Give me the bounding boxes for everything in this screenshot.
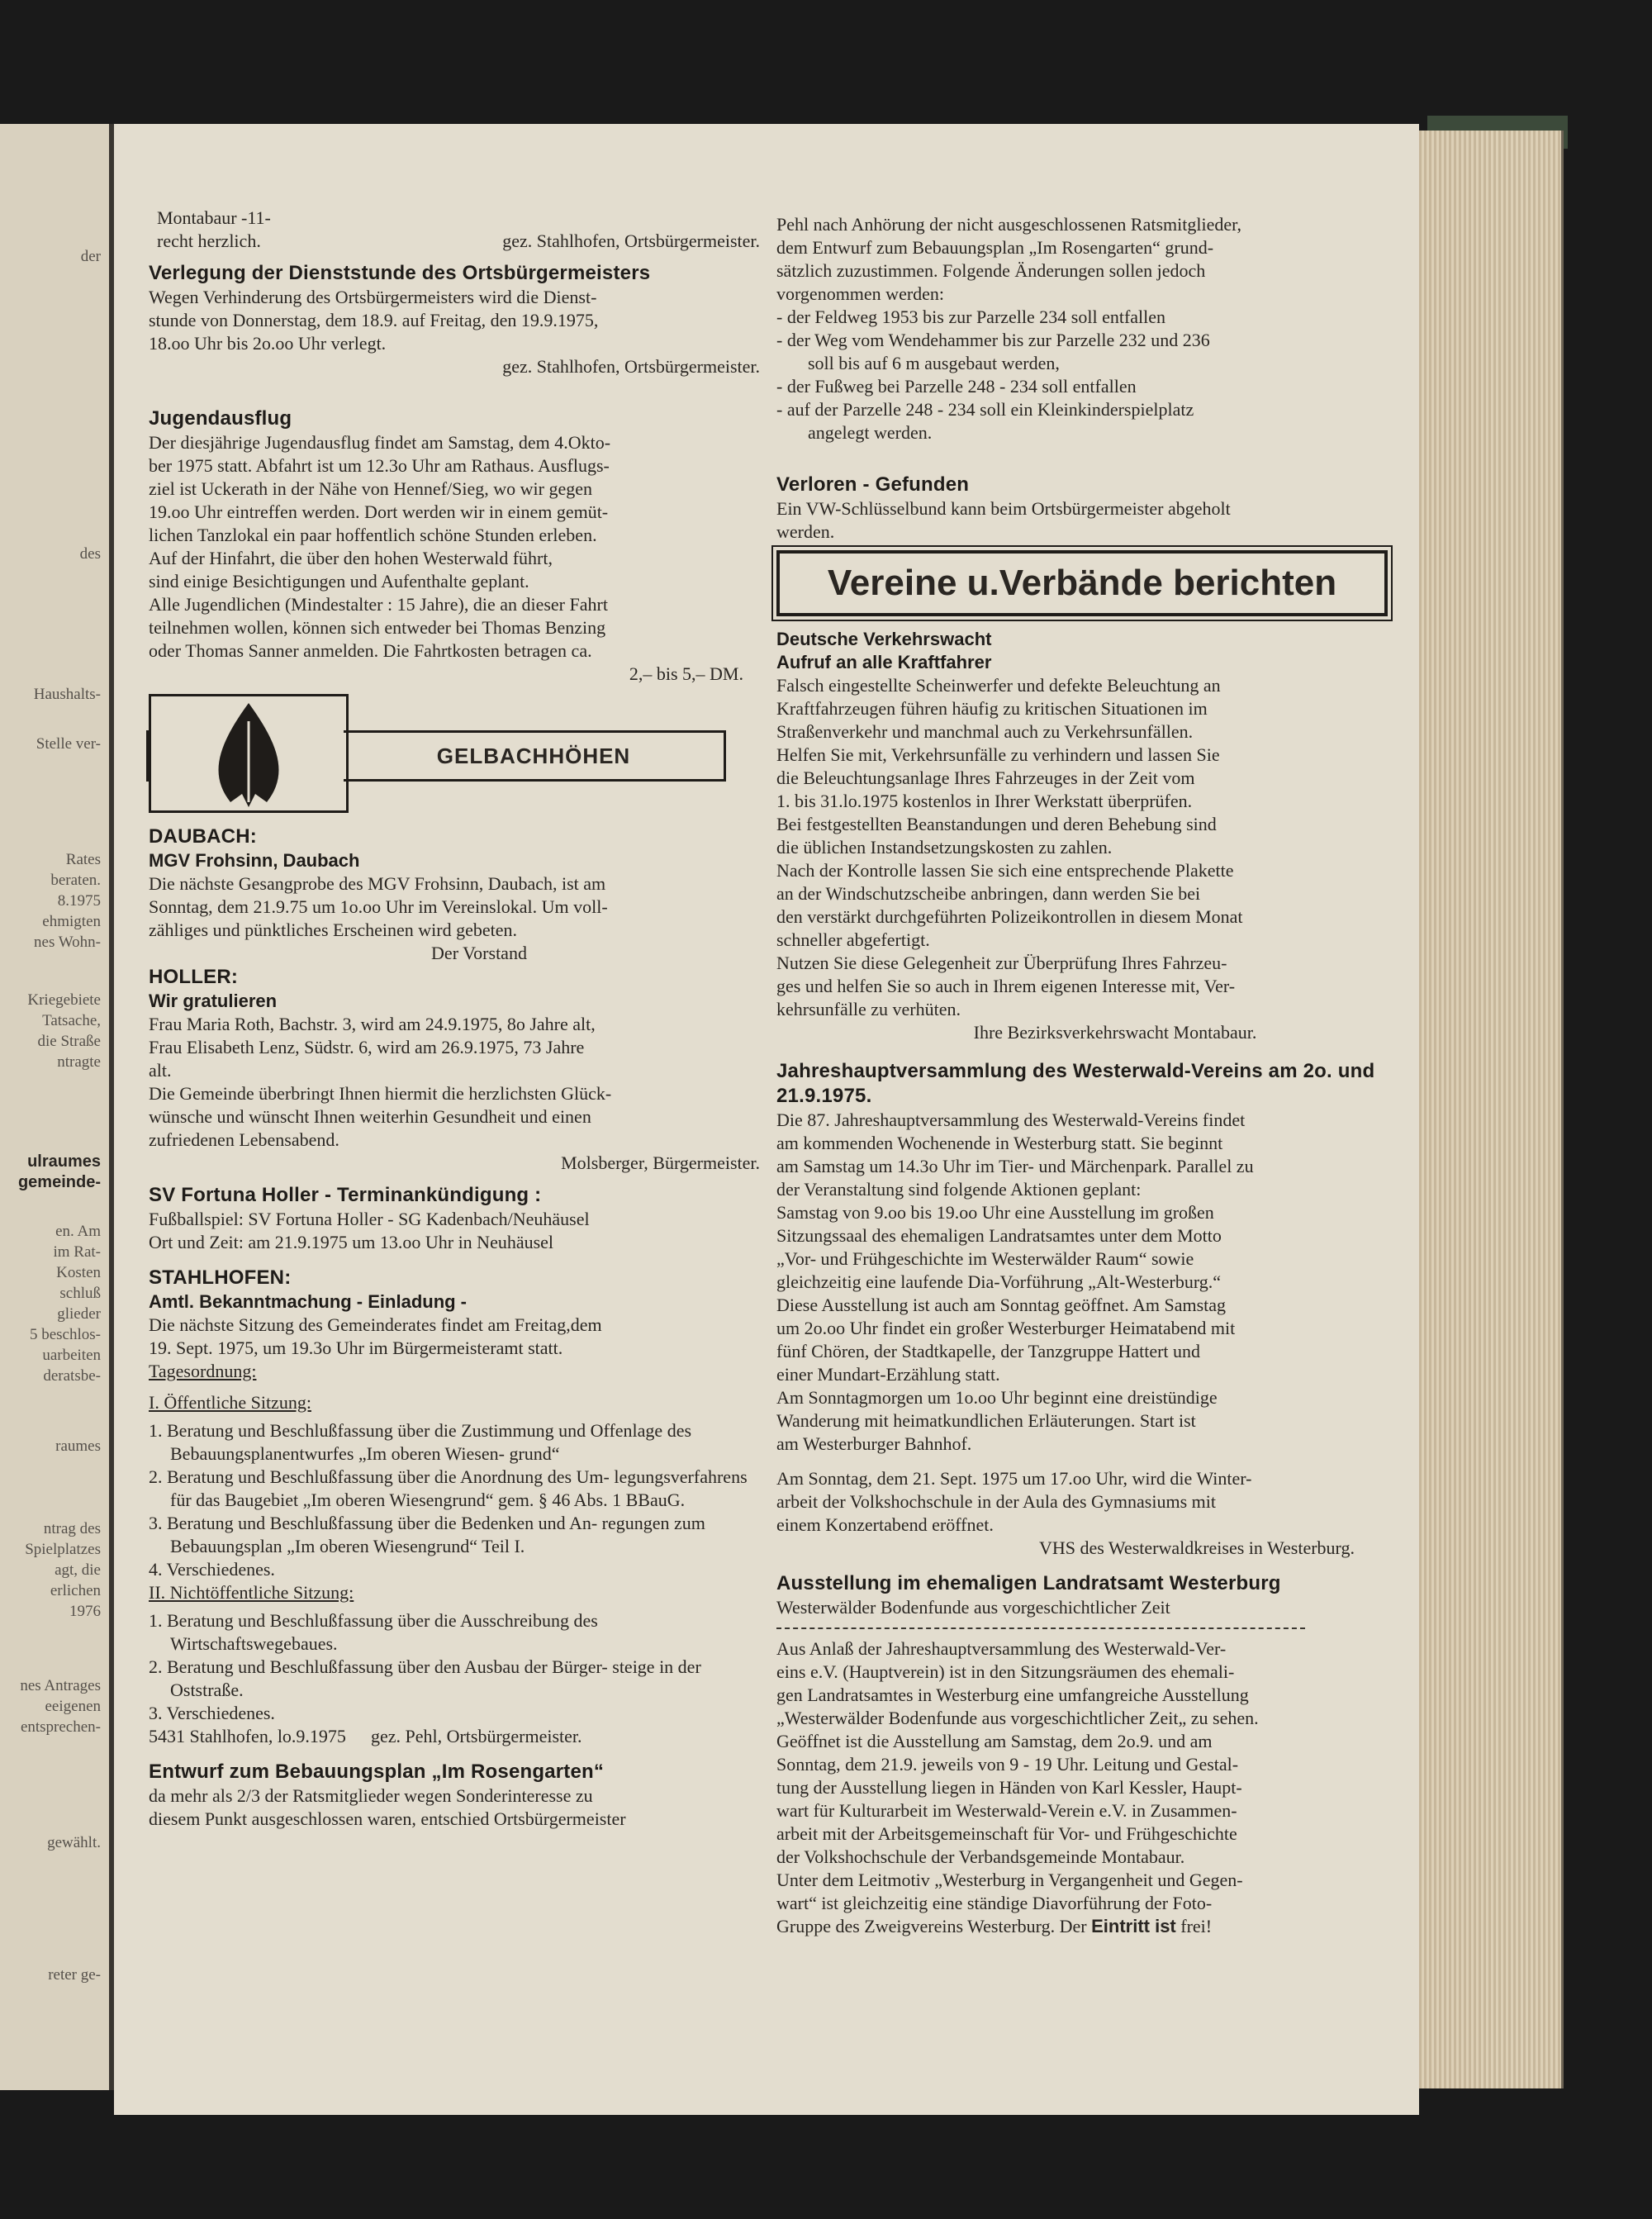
gelbachhoehen-banner xyxy=(149,694,760,810)
holler-body: Frau Maria Roth, Bachstr. 3, wird am 24.9.1975, 8o Jahre alt, Frau Elisabeth Lenz, Südstr. 6, wird am 26.9.1975, 73 Jahre alt. Die Gemeinde überbringt Ihnen hiermit die herzlichsten Glück- wünsche und wünscht Ihnen weiterhin Gesundheit und einen zufriedenen Lebensabend. Molsberger, Bürgermeister. xyxy=(149,1014,760,1173)
leaf-icon xyxy=(151,696,346,810)
margin-fragment: glieder xyxy=(57,1305,101,1323)
daubach-heading: DAUBACH: xyxy=(149,825,257,848)
stahlhofen-heading: STAHLHOFEN: xyxy=(149,1266,292,1289)
holler-heading: HOLLER: xyxy=(149,966,239,988)
ausstellung-subtitle: Westerwälder Bodenfunde aus vorgeschichtlicher Zeit xyxy=(776,1597,1170,1618)
verkehrswacht-subtitle: Aufruf an alle Kraftfahrer xyxy=(776,652,992,672)
right-column xyxy=(776,213,1388,1938)
daubach-title: MGV Frohsinn, Daubach xyxy=(149,850,360,871)
margin-fragment: entsprechen- xyxy=(20,1718,101,1736)
margin-fragment: agt, die xyxy=(55,1561,101,1579)
margin-fragment: ntragte xyxy=(57,1053,101,1071)
daubach-body: Die nächste Gesangprobe des MGV Frohsinn, Daubach, ist am Sonntag, dem 21.9.75 um 1o.oo Uhr im Vereinslokal. Um voll- zähliges und pünktliches Erscheinen wird gebeten. Der Vorstand xyxy=(149,873,608,963)
verkehrswacht-body: Falsch eingestellte Scheinwerfer und defekte Beleuchtung an Kraftfahrzeugen führen häufig zu kritischen Situationen im Straßenverkehr und manchmal auch zu Verkehrsunfällen. Helfen Sie mit, Verkehrsunfälle zu verhindern und lassen Sie die Beleuchtungsanlage Ihres Fahrzeuges in der Zeit vom 1. bis 31.lo.1975 kostenlos in Ihrer Werkstatt überprüfen. Bei festgestellten Beanstandungen und deren Behebung sind die üblichen Instandsetzungskosten zu zahlen. Nach der Kontrolle lassen Sie sich eine entsprechende Plakette an der Windschutzscheibe anbringen, dann werden Sie bei den verstärkt durchgeführten Polizeikontrollen in diesem Monat schneller abgefertigt. Nutzen Sie diese Gelegenheit zur Überprüfung Ihres Fahrzeu- ges und helfen Sie so auch in Ihrem eigenen Interesse mit, Ver- kehrsunfälle zu verhüten. Ihre Bezirksverkehrswacht Montabaur. xyxy=(776,675,1257,1043)
margin-fragment: deratsbe- xyxy=(43,1367,101,1385)
margin-fragment: die Straße xyxy=(37,1033,101,1050)
margin-fragment: Haushalts- xyxy=(33,686,101,703)
margin-fragment: nes Wohn- xyxy=(34,934,101,951)
holler-title: Wir gratulieren xyxy=(149,991,278,1011)
margin-fragment: en. Am xyxy=(55,1223,101,1240)
margin-fragment: Spielplatzes xyxy=(25,1541,101,1558)
rosengarten-body: da mehr als 2/3 der Ratsmitglieder wegen Sonderinteresse zu diesem Punkt ausgeschlossen waren, entschied Ortsbürgermeister xyxy=(149,1785,626,1829)
stahlhofen-title: Amtl. Bekanntmachung - Einladung - xyxy=(149,1291,468,1312)
stahlhofen-body: Die nächste Sitzung des Gemeinderates findet am Freitag,dem 19. Sept. 1975, um 19.3o Uhr im Bürgermeisteramt statt. Tagesordnung: I. Öffentliche Sitzung: 1. Beratung und Beschlußfassung über die Zustimmung und Offenlage des Bebauungsplanentwurfes „Im oberen Wiesen- grund“ 2. Beratung und Beschlußfassung über die Anordnung des Um- legungsverfahrens für das Baugebiet „Im oberen Wiesengrund“ gem. § 46 Abs. 1 BBauG. 3. Beratung und Beschlußfassung über die Bedenken und An- regungen zum Bebauungsplan „Im oberen Wiesengrund“ Teil I. 4. Verschiedenes. II. Nichtöffentliche Sitzung: 1. Beratung und Beschlußfassung über die Ausschreibung des Wirtschaftswegebaues. 2. Beratung und Beschlußfassung über den Ausbau der Bürger- steige in der Oststraße. 3. Verschiedenes. 5431 Stahlhofen, lo.9.1975 gez. Pehl, Ortsbürgermeister. xyxy=(149,1314,748,1746)
margin-fragment: schluß xyxy=(59,1285,101,1302)
margin-fragment: erlichen xyxy=(50,1582,101,1599)
dienststunde-body: Wegen Verhinderung des Ortsbürgermeisters wird die Dienst- stunde von Donnerstag, dem 18.9. auf Freitag, den 19.9.1975, 18.oo Uhr bis 2o.oo Uhr verlegt. gez. Stahlhofen, Ortsbürgermeister. xyxy=(149,287,760,377)
banner-label: GELBACHHÖHEN xyxy=(344,730,726,782)
jugendausflug-body: Der diesjährige Jugendausflug findet am Samstag, dem 4.Okto- ber 1975 statt. Abfahrt ist um 12.3o Uhr am Rathaus. Ausflugs- ziel ist Uckerath in der Nähe von Hennef/Sieg, wo wir gegen 19.oo Uhr eintreffen werden. Dort werden wir in einem gemüt- lichen Tanzlokal ein paar hoffentlich schöne Stunden erleben. Auf der Hinfahrt, die über den hohen Westerwald führt, sind einige Besichtigungen und Aufenthalte geplant. Alle Jugendlichen (Mindestalter : 15 Jahre), die an dieser Fahrt teilnehmen wollen, können sich entweder bei Thomas Benzing oder Thomas Sanner anmelden. Die Fahrtkosten betragen ca. 2,– bis 5,– DM. xyxy=(149,432,743,684)
margin-fragment: des xyxy=(79,545,101,563)
margin-fragment: reter ge- xyxy=(48,1966,101,1984)
ausstellung-title: Ausstellung im ehemaligen Landratsamt Westerburg xyxy=(776,1572,1281,1594)
fortuna-title: SV Fortuna Holler - Terminankündigung : xyxy=(149,1184,542,1206)
margin-fragment: Kriegebiete xyxy=(27,991,101,1009)
left-column xyxy=(149,207,760,1831)
margin-fragment: beraten. xyxy=(50,872,101,889)
greeting-line: recht herzlich. gez. Stahlhofen, Ortsbürgermeister. xyxy=(157,230,760,251)
westerwald-verein-body: Die 87. Jahreshauptversammlung des Westerwald-Vereins findet am kommenden Wochenende in Westerburg statt. Sie beginnt am Samstag um 14.3o Uhr im Tier- und Märchenpark. Parallel zu der Veranstaltung sind folgende Aktionen geplant: Samstag von 9.oo bis 19.oo Uhr eine Ausstellung im großen Sitzungssaal des ehemaligen Landratsamtes unter dem Motto „Vor- und Frühgeschichte im Westerwälder Raum“ sowie gleichzeitig eine laufende Dia-Vorführung „Alt-Westerburg.“ Diese Ausstellung ist auch am Sonntag geöffnet. Am Samstag um 2o.oo Uhr findet ein großer Westerburger Heimatabend mit fünf Chören, der Stadtkapelle, der Tanzgruppe Hattert und einer Mundart-Erzählung statt. Am Sonntagmorgen um 1o.oo Uhr beginnt eine dreistündige Wanderung mit heimatkundlichen Erläuterungen. Start ist am Westerburger Bahnhof. Am Sonntag, dem 21. Sept. 1975 um 17.oo Uhr, wird die Winter- arbeit der Volkshochschule in der Aula des Gymnasiums mit einem Konzertabend eröffnet. VHS des Westerwaldkreises in Westerburg. xyxy=(776,1110,1355,1558)
rosengarten-continued: Pehl nach Anhörung der nicht ausgeschlossenen Ratsmitglieder, dem Entwurf zum Bebauungsplan „Im Rosengarten“ grund- sätzlich zuzustimmen. Folgende Änderungen sollen jedoch vorgenommen werden: - der Feldweg 1953 bis zur Parzelle 234 soll entfallen - der Weg vom Wendehammer bis zur Parzelle 232 und 236 soll bis auf 6 m ausgebaut werden, - der Fußweg bei Parzelle 248 - 234 soll entfallen - auf der Parzelle 248 - 234 soll ein Kleinkinderspielplatz angelegt werden. xyxy=(776,214,1242,443)
vereine-heading-box: Vereine u.Verbände berichten xyxy=(776,550,1388,616)
left-page-edge xyxy=(0,124,114,2090)
margin-fragment: gewählt. xyxy=(47,1834,101,1851)
ausstellung-body: Aus Anlaß der Jahreshauptversammlung des Westerwald-Ver- eins e.V. (Hauptverein) ist in den Sitzungsräumen des ehemali- gen Landratsamtes in Westerburg eine umfangreiche Ausstellung „Westerwälder Bodenfunde aus vorgeschichtlicher Zeit„ zu sehen. Geöffnet ist die Ausstellung am Samstag, dem 2o.9. und am Sonntag, dem 21.9. jeweils von 9 - 19 Uhr. Leitung und Gestal- tung der Ausstellung liegen in Händen von Karl Kessler, Haupt- wart für Kulturarbeit im Westerwald-Verein e.V. in Zusammen- arbeit mit der Arbeitsgemeinschaft für Vor- und Frühgeschichte der Volkshochschule der Verbandsgemeinde Montabaur. Unter dem Leitmotiv „Westerburg in Vergangenheit und Gegen- wart“ ist gleichzeitig eine ständige Diavorführung der Foto- Gruppe des Zweigvereins Westerburg. Der Eintritt ist frei! xyxy=(776,1638,1259,1936)
verloren-title: Verloren - Gefunden xyxy=(776,473,970,496)
margin-fragment: 1976 xyxy=(69,1603,101,1620)
westerwald-verein-title: Jahreshauptversammlung des Westerwald-Vereins am 2o. und 21.9.1975. xyxy=(776,1060,1375,1107)
verloren-body: Ein VW-Schlüsselbund kann beim Ortsbürgermeister abgeholt werden. xyxy=(776,498,1231,542)
dienststunde-title: Verlegung der Dienststunde des Ortsbürgermeisters xyxy=(149,262,651,284)
dashed-divider xyxy=(776,1627,1305,1629)
margin-fragment: Rates xyxy=(65,851,101,868)
margin-fragment: 8.1975 xyxy=(57,892,101,910)
margin-fragment: Stelle ver- xyxy=(36,735,101,753)
newspaper-page xyxy=(114,124,1419,2115)
rosengarten-title: Entwurf zum Bebauungsplan „Im Rosengarten“ xyxy=(149,1760,605,1783)
margin-fragment: ehmigten xyxy=(42,913,101,930)
page-header: Montabaur -11- xyxy=(157,207,271,228)
margin-fragment: ntrag des xyxy=(43,1520,101,1537)
margin-fragment: ulraumes xyxy=(27,1152,101,1171)
margin-fragment: raumes xyxy=(55,1437,101,1455)
margin-fragment: im Rat- xyxy=(53,1243,101,1261)
margin-fragment: der xyxy=(80,248,101,265)
margin-fragment: eeigenen xyxy=(45,1698,101,1715)
margin-fragment: 5 beschlos- xyxy=(29,1326,101,1343)
margin-fragment: Kosten xyxy=(56,1264,101,1281)
margin-fragment: uarbeiten xyxy=(42,1347,101,1364)
jugendausflug-title: Jugendausflug xyxy=(149,407,292,430)
margin-fragment: nes Antrages xyxy=(20,1677,101,1694)
margin-fragment: Tatsache, xyxy=(42,1012,101,1029)
page-edges xyxy=(1419,131,1564,2088)
margin-fragment: gemeinde- xyxy=(17,1173,101,1191)
fortuna-body: Fußballspiel: SV Fortuna Holler - SG Kadenbach/Neuhäusel Ort und Zeit: am 21.9.1975 um 13.oo Uhr in Neuhäusel xyxy=(149,1209,590,1252)
leaf-logo-box xyxy=(149,694,349,813)
verkehrswacht-title: Deutsche Verkehrswacht xyxy=(776,629,992,649)
